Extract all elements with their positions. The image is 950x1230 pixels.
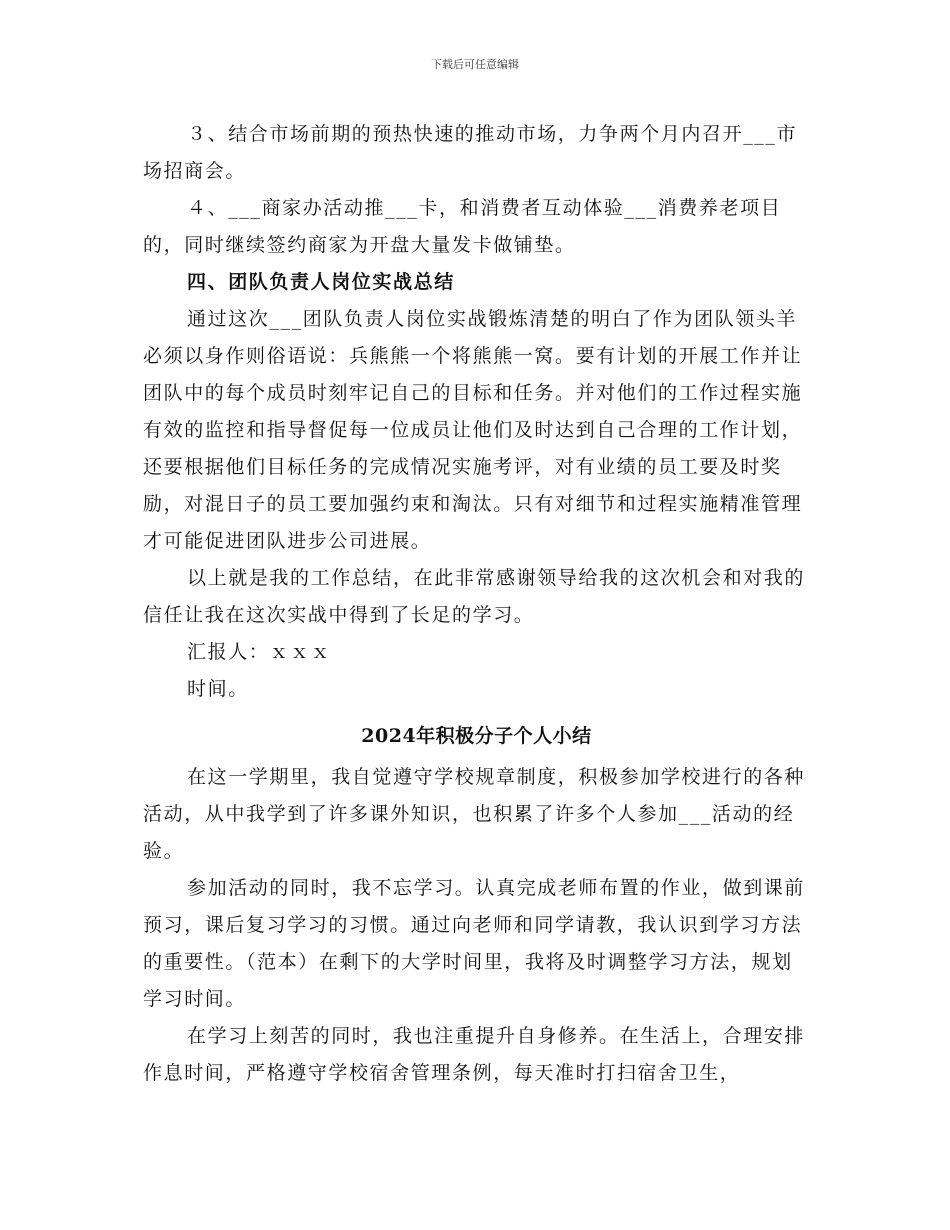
document-body — [143, 116, 810, 1092]
page-header-note: 下载后可任意编辑 — [431, 58, 519, 71]
paragraph-study: 参加活动的同时，我不忘学习。认真完成老师布置的作业，做到课前预习，课后复习学习的习惯。通过向老师和同学请教，我认识到学习方法的重要性。（范本）在剩下的大学时间里，我将及时调整学习方法，规划学习时间。 — [143, 877, 806, 1010]
document-title: 2024年积极分子个人小结 — [361, 725, 592, 747]
paragraph-semester: 在这一学期里，我自觉遵守学校规章制度，积极参加学校进行的各种活动，从中我学到了许多课外知识，也积累了许多个人参加___活动的经验。 — [143, 766, 806, 862]
paragraph-item-4: ４、___商家办活动推___卡，和消费者互动体验___消费养老项目的，同时继续签约商家为开盘大量发卡做铺垫。 — [143, 197, 782, 256]
section-heading-4: 四、团队负责人岗位实战总结 — [187, 271, 455, 293]
reporter-line: 汇报人：ｘｘｘ — [187, 641, 332, 663]
paragraph-item-3: ３、结合市场前期的预热快速的推动市场，力争两个月内召开___市场招商会。 — [143, 123, 798, 182]
paragraph-team-summary: 通过这次___团队负责人岗位实战锻炼清楚的明白了作为团队领头羊必须以身作则俗语说：兵熊熊一个将熊熊一窝。要有计划的开展工作并让团队中的每个成员时刻牢记自己的目标和任务。并对他们的工作过程实施有效的监控和指导督促每一位成员让他们及时达到自己合理的工作计划，还要根据他们目标任务的完成情况实施考评，对有业绩的员工要及时奖励，对混日子的员工要加强约束和淘汰。只有对细节和过程实施精准管理才可能促进团队进步公司进展。 — [143, 308, 803, 552]
paragraph-thanks: 以上就是我的工作总结，在此非常感谢领导给我的这次机会和对我的信任让我在这次实战中得到了长足的学习。 — [143, 567, 806, 626]
time-line: 时间。 — [187, 678, 249, 700]
paragraph-cultivation: 在学习上刻苦的同时，我也注重提升自身修养。在生活上，合理安排作息时间，严格遵守学校宿舍管理条例，每天准时打扫宿舍卫生， — [143, 1025, 806, 1084]
